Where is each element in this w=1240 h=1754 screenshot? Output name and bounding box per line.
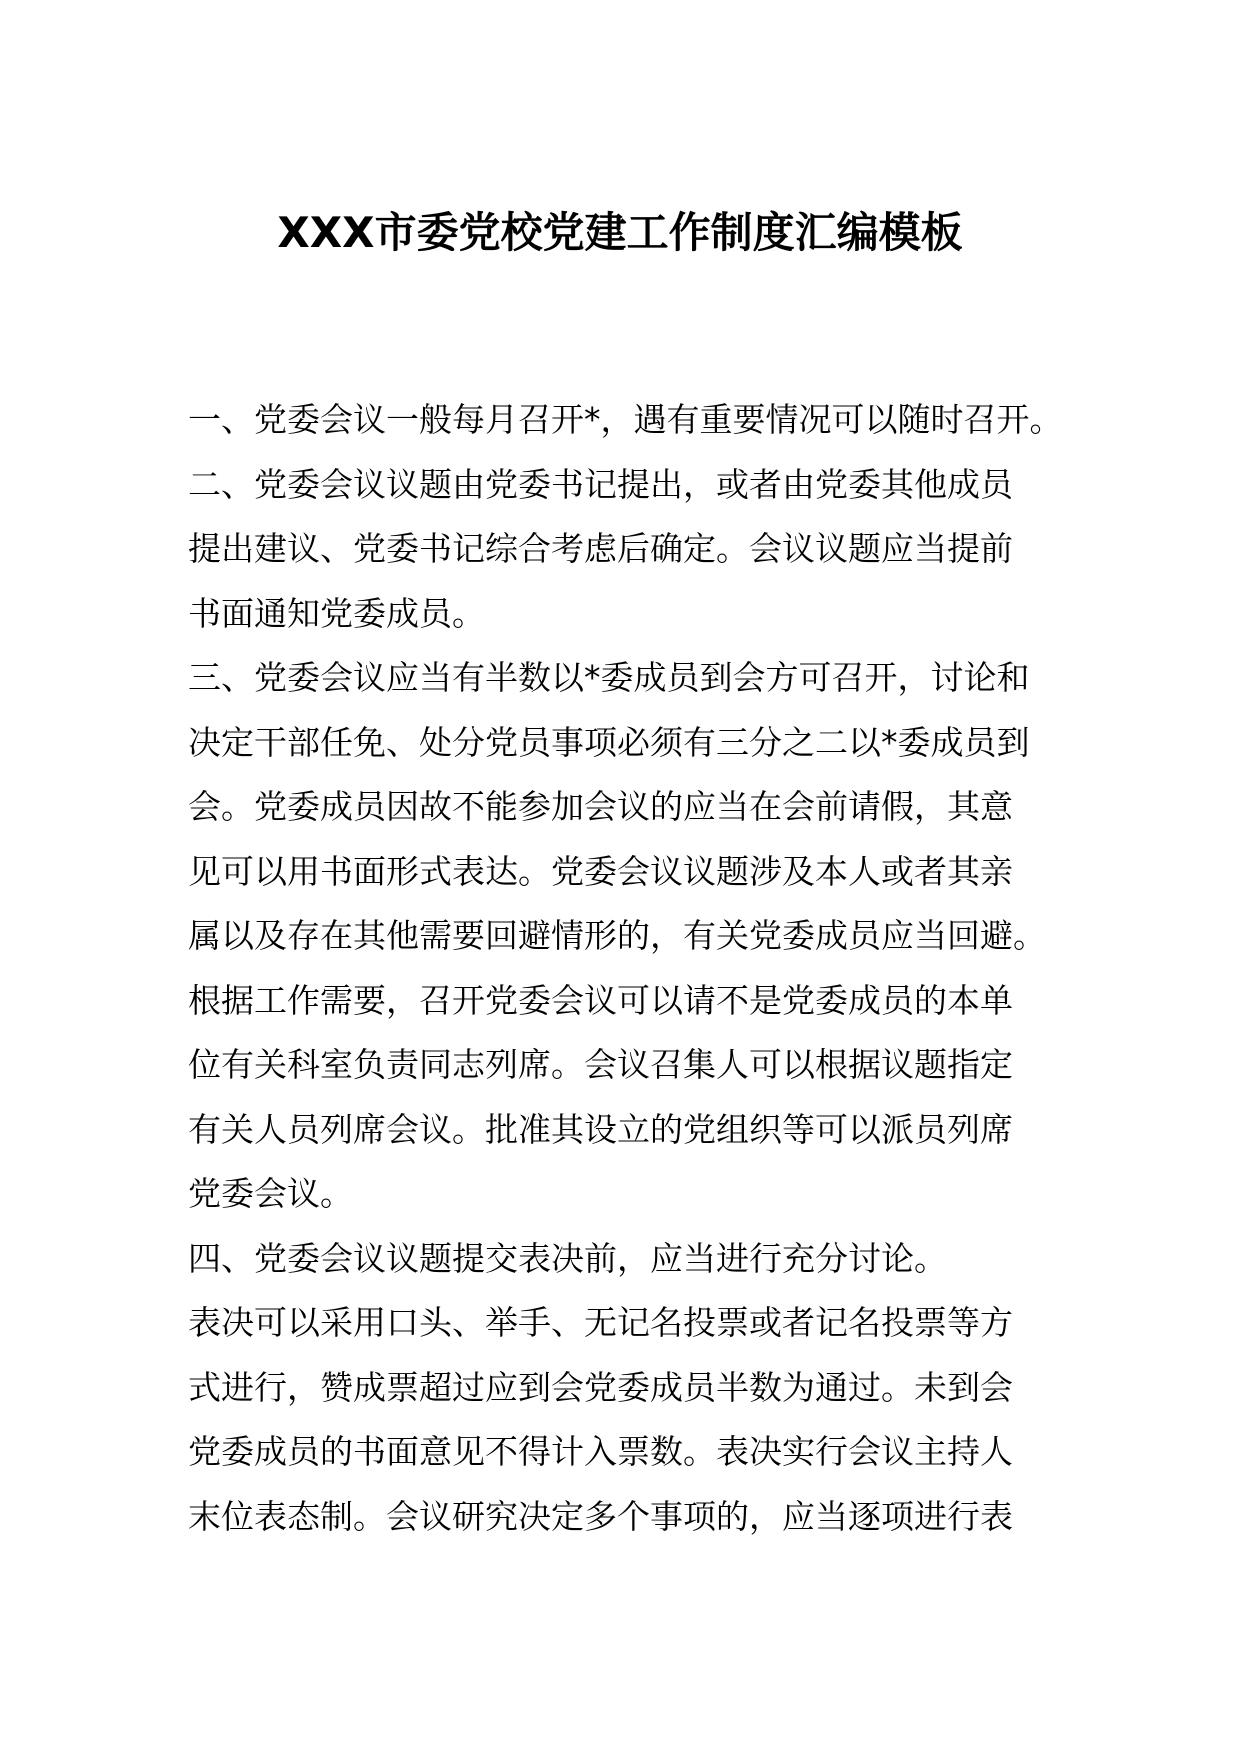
body-line: 有关人员列席会议。批准其设立的党组织等可以派员列席 <box>188 1109 1013 1149</box>
body-line: 式进行，赞成票超过应到会党委成员半数为通过。未到会 <box>188 1367 1013 1407</box>
body-line: 末位表态制。会议研究决定多个事项的，应当逐项进行表 <box>188 1496 1013 1536</box>
document-body <box>188 388 1063 1549</box>
body-line: 位有关科室负责同志列席。会议召集人可以根据议题指定 <box>188 1045 1013 1084</box>
body-line: 属以及存在其他需要回避情形的，有关党委成员应当回避。 <box>188 916 1046 955</box>
body-line: 党委成员的书面意见不得计入票数。表决实行会议主持人 <box>188 1432 1013 1471</box>
document-title: XXX市委党校党建工作制度汇编模板 <box>277 208 963 257</box>
body-line: 党委会议。 <box>188 1174 353 1213</box>
body-line: 提出建议、党委书记综合考虑后确定。会议议题应当提前 <box>188 529 1013 568</box>
body-line: 二、党委会议议题由党委书记提出，或者由党委其他成员 <box>188 464 1013 504</box>
body-line: 三、党委会议应当有半数以*委成员到会方可召开，讨论和 <box>188 658 1030 697</box>
body-line: 会。党委成员因故不能参加会议的应当在会前请假，其意 <box>188 787 1013 826</box>
body-line: 一、党委会议一般每月召开*，遇有重要情况可以随时召开。 <box>188 400 1063 439</box>
body-line: 书面通知党委成员。 <box>188 593 485 633</box>
body-line: 四、党委会议议题提交表决前，应当进行充分讨论。 <box>188 1238 947 1278</box>
body-line: 决定干部任免、处分党员事项必须有三分之二以*委成员到 <box>188 722 1030 762</box>
body-line: 根据工作需要，召开党委会议可以请不是党委成员的本单 <box>188 980 1013 1020</box>
body-line: 表决可以采用口头、举手、无记名投票或者记名投票等方 <box>188 1303 1013 1342</box>
body-line: 见可以用书面形式表达。党委会议议题涉及本人或者其亲 <box>188 851 1013 891</box>
